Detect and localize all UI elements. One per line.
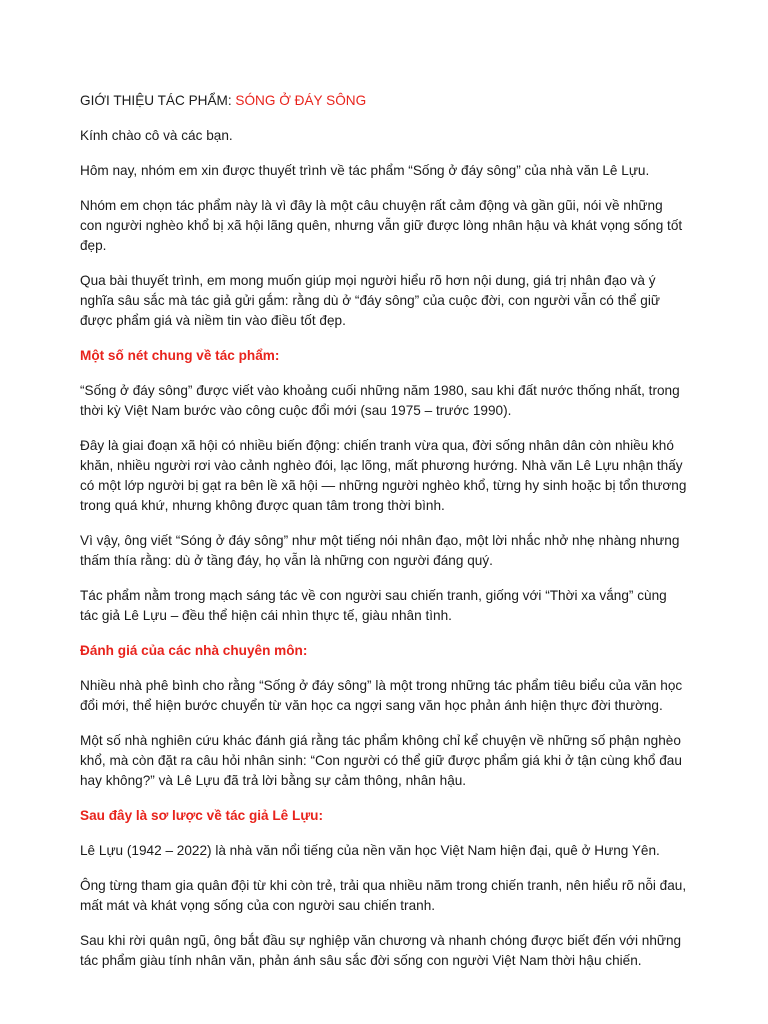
section-paragraph: Một số nhà nghiên cứu khác đánh giá rằng tác phẩm không chỉ kể chuyện về những số phận nghèo khổ, mà còn đặt ra câu hỏi nhân sinh: “Con người có thể giữ được phẩm giá khi ở tận cùng khổ đau hay không?” và Lê Lựu đã trả lời bằng sự cảm thông, nhân hậu.	[80, 733, 682, 788]
section-paragraph: Ông từng tham gia quân đội từ khi còn trẻ, trải qua nhiều năm trong chiến tranh, nên hiểu rõ nỗi đau, mất mát và khát vọng sống của con người sau chiến tranh.	[80, 878, 687, 913]
section-paragraph: Nhiều nhà phê bình cho rằng “Sống ở đáy sông” là một trong những tác phẩm tiêu biểu của văn học đổi mới, thể hiện bước chuyển từ văn học ca ngợi sang văn học phản ánh hiện thực đời thường.	[80, 678, 683, 713]
section-paragraph: Sau khi rời quân ngũ, ông bắt đầu sự nghiệp văn chương và nhanh chóng được biết đến với những tác phẩm giàu tính nhân văn, phản ánh sâu sắc đời sống con người Việt Nam thời hậu chiến.	[80, 933, 682, 968]
section-paragraph: Tác phẩm nằm trong mạch sáng tác về con người sau chiến tranh, giống với “Thời xa vắng” cùng tác giả Lê Lựu – đều thể hiện cái nhìn thực tế, giàu nhân tình.	[80, 588, 667, 623]
document-title	[80, 91, 688, 111]
greeting-paragraph: Kính chào cô và các bạn.	[80, 128, 233, 143]
intro-paragraph: Nhóm em chọn tác phẩm này là vì đây là một câu chuyện rất cảm động và gần gũi, nói về những con người nghèo khổ bị xã hội lãng quên, nhưng vẫn giữ được lòng nhân hậu và khát vọng sống tốt đẹp.	[80, 198, 683, 253]
section-paragraph: Đây là giai đoạn xã hội có nhiều biến động: chiến tranh vừa qua, đời sống nhân dân còn nhiều khó khăn, nhiều người rơi vào cảnh nghèo đói, lạc lõng, mất phương hướng. Nhà văn Lê Lựu nhận thấy có một lớp người bị gạt ra bên lề xã hội — những người nghèo khổ, từng hy sinh hoặc bị tổn thương trong quá khứ, nhưng không được quan tâm trong thời bình.	[80, 438, 687, 513]
section-heading-overview: Một số nét chung về tác phẩm:	[80, 348, 280, 363]
intro-paragraph: Qua bài thuyết trình, em mong muốn giúp mọi người hiểu rõ hơn nội dung, giá trị nhân đạo và ý nghĩa sâu sắc mà tác giả gửi gắm: rằng dù ở “đáy sông” của cuộc đời, con người vẫn có thể giữ được phẩm giá và niềm tin vào điều tốt đẹp.	[80, 273, 660, 328]
title-prefix: GIỚI THIỆU TÁC PHẨM:	[80, 93, 236, 108]
intro-paragraph: Hôm nay, nhóm em xin được thuyết trình về tác phẩm “Sống ở đáy sông” của nhà văn Lê Lựu.	[80, 163, 650, 178]
section-heading-reviews: Đánh giá của các nhà chuyên môn:	[80, 643, 308, 658]
section-paragraph: “Sống ở đáy sông” được viết vào khoảng cuối những năm 1980, sau khi đất nước thống nhất, trong thời kỳ Việt Nam bước vào công cuộc đổi mới (sau 1975 – trước 1990).	[80, 383, 680, 418]
section-paragraph: Vì vậy, ông viết “Sóng ở đáy sông” như một tiếng nói nhân đạo, một lời nhắc nhở nhẹ nhàng nhưng thấm thía rằng: dù ở tầng đáy, họ vẫn là những con người đáng quý.	[80, 533, 680, 568]
document-body	[80, 91, 688, 986]
section-heading-author: Sau đây là sơ lược về tác giả Lê Lựu:	[80, 808, 324, 823]
title-highlight: SÓNG Ở ĐÁY SÔNG	[235, 93, 367, 108]
section-paragraph: Lê Lựu (1942 – 2022) là nhà văn nổi tiếng của nền văn học Việt Nam hiện đại, quê ở Hưng Yên.	[80, 843, 660, 858]
